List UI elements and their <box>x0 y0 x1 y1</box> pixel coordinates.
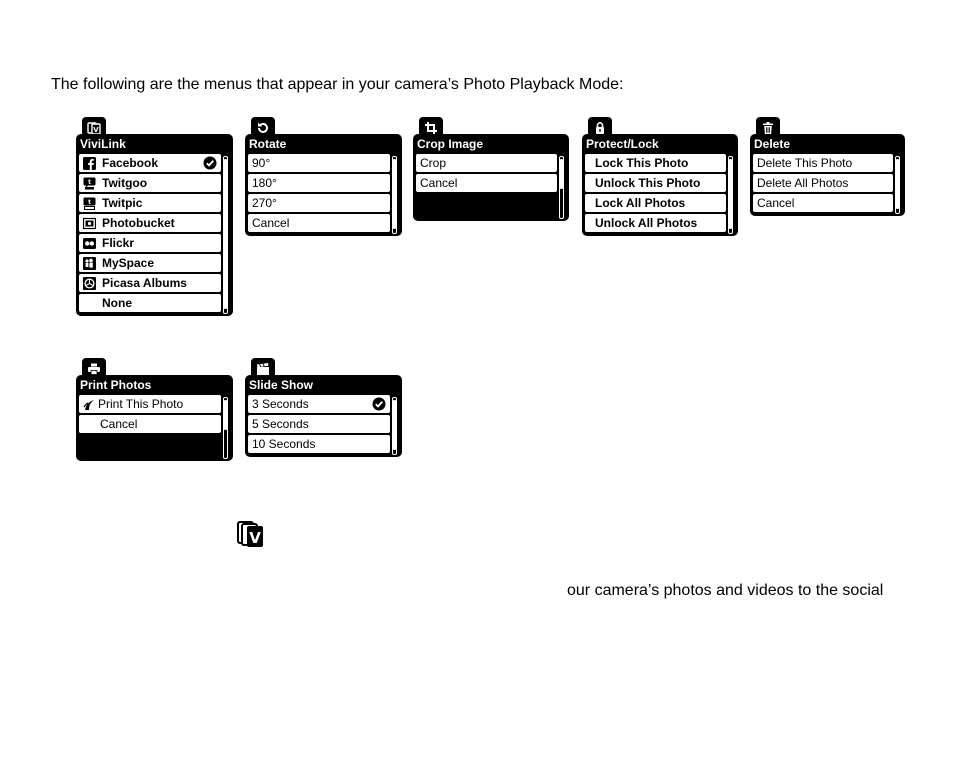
menu-item-rotate-90[interactable] <box>248 154 390 172</box>
menu-item-cancel[interactable] <box>753 194 893 212</box>
menu-title: Slide Show <box>249 378 314 392</box>
menu-item-label: Lock All Photos <box>595 196 686 210</box>
menu-item-10-seconds[interactable] <box>248 435 390 453</box>
menu-item-label: 270° <box>252 196 277 210</box>
menu-item-label: Delete All Photos <box>757 176 849 190</box>
menu-item-picasa[interactable] <box>79 274 221 292</box>
vivilink-icon <box>237 520 265 553</box>
menu-item-cancel[interactable] <box>416 174 557 192</box>
pictbridge-icon <box>83 398 96 411</box>
twitgoo-icon <box>83 177 96 190</box>
intro-text: The following are the menus that appear in your camera’s Photo Playback Mode: <box>51 76 624 93</box>
check-icon <box>372 397 386 416</box>
menu-item-delete-all-photos[interactable] <box>753 174 893 192</box>
menu-item-myspace[interactable] <box>79 254 221 272</box>
menu-item-flickr[interactable] <box>79 234 221 252</box>
menu-item-facebook[interactable] <box>79 154 221 172</box>
scrollbar[interactable] <box>559 156 564 219</box>
facebook-icon <box>83 157 96 170</box>
menu-title: Crop Image <box>417 137 484 151</box>
myspace-icon <box>83 257 96 270</box>
svg-text:t: t <box>88 178 91 186</box>
menu-item-photobucket[interactable] <box>79 214 221 232</box>
menu-item-unlock-all-photos[interactable] <box>585 214 726 232</box>
menu-item-label: 180° <box>252 176 277 190</box>
menu-item-rotate-270[interactable] <box>248 194 390 212</box>
menu-item-label: Delete This Photo <box>757 156 853 170</box>
picasa-icon <box>83 277 96 290</box>
menu-item-unlock-this-photo[interactable] <box>585 174 726 192</box>
menu-item-rotate-180[interactable] <box>248 174 390 192</box>
check-icon <box>203 156 217 175</box>
menu-item-label: Facebook <box>102 156 159 170</box>
menu-item-label: Cancel <box>420 176 458 190</box>
menu-item-label: Crop <box>420 156 447 170</box>
menu-item-label: 90° <box>252 156 271 170</box>
menu-item-label: Unlock This Photo <box>595 176 701 190</box>
scrollbar[interactable] <box>392 397 397 455</box>
menu-item-twitpic[interactable] <box>79 194 221 212</box>
menu-item-label: Cancel <box>757 196 795 210</box>
menu-item-label: Print This Photo <box>98 397 184 411</box>
menu-item-label: Picasa Albums <box>102 276 187 290</box>
scrollbar[interactable] <box>392 156 397 234</box>
menu-item-crop[interactable] <box>416 154 557 172</box>
menu-item-label: Flickr <box>102 236 135 250</box>
menu-item-label: 3 Seconds <box>252 397 309 411</box>
body-text-fragment: our camera’s photos and videos to the social <box>567 582 884 599</box>
svg-text:t: t <box>88 198 91 206</box>
scrollbar[interactable] <box>223 397 228 459</box>
menu-title: Rotate <box>249 137 287 151</box>
menu-item-label: Twitpic <box>102 196 143 210</box>
menu-item-label: 5 Seconds <box>252 417 309 431</box>
menu-item-3-seconds[interactable] <box>248 395 390 413</box>
menu-item-5-seconds[interactable] <box>248 415 390 433</box>
scrollbar[interactable] <box>223 156 228 314</box>
scrollbar[interactable] <box>728 156 733 234</box>
menu-item-cancel[interactable] <box>79 415 221 433</box>
menu-item-label: Cancel <box>100 417 138 431</box>
menu-title: Delete <box>754 137 791 151</box>
photobucket-icon <box>83 217 96 230</box>
svg-text:V: V <box>93 126 99 134</box>
menu-item-label: Cancel <box>252 216 290 230</box>
twitpic-icon <box>83 197 96 210</box>
menu-title: ViviLink <box>80 137 126 151</box>
menu-item-label: Photobucket <box>102 216 175 230</box>
svg-text:V: V <box>249 529 261 547</box>
menu-item-cancel[interactable] <box>248 214 390 232</box>
menu-item-lock-this-photo[interactable] <box>585 154 726 172</box>
menu-item-label: Unlock All Photos <box>595 216 698 230</box>
menu-item-label: Twitgoo <box>102 176 148 190</box>
menu-item-none[interactable] <box>79 294 221 312</box>
menu-item-delete-this-photo[interactable] <box>753 154 893 172</box>
menu-item-label: None <box>102 296 132 310</box>
flickr-icon <box>83 237 96 250</box>
menu-item-label: 10 Seconds <box>252 437 316 451</box>
menu-item-print-this-photo[interactable] <box>79 395 221 413</box>
scrollbar[interactable] <box>895 156 900 214</box>
menu-item-label: Lock This Photo <box>595 156 689 170</box>
menu-item-twitgoo[interactable] <box>79 174 221 192</box>
menu-title: Protect/Lock <box>586 137 659 151</box>
menu-item-label: MySpace <box>102 256 155 270</box>
menu-item-lock-all-photos[interactable] <box>585 194 726 212</box>
menu-title: Print Photos <box>80 378 152 392</box>
